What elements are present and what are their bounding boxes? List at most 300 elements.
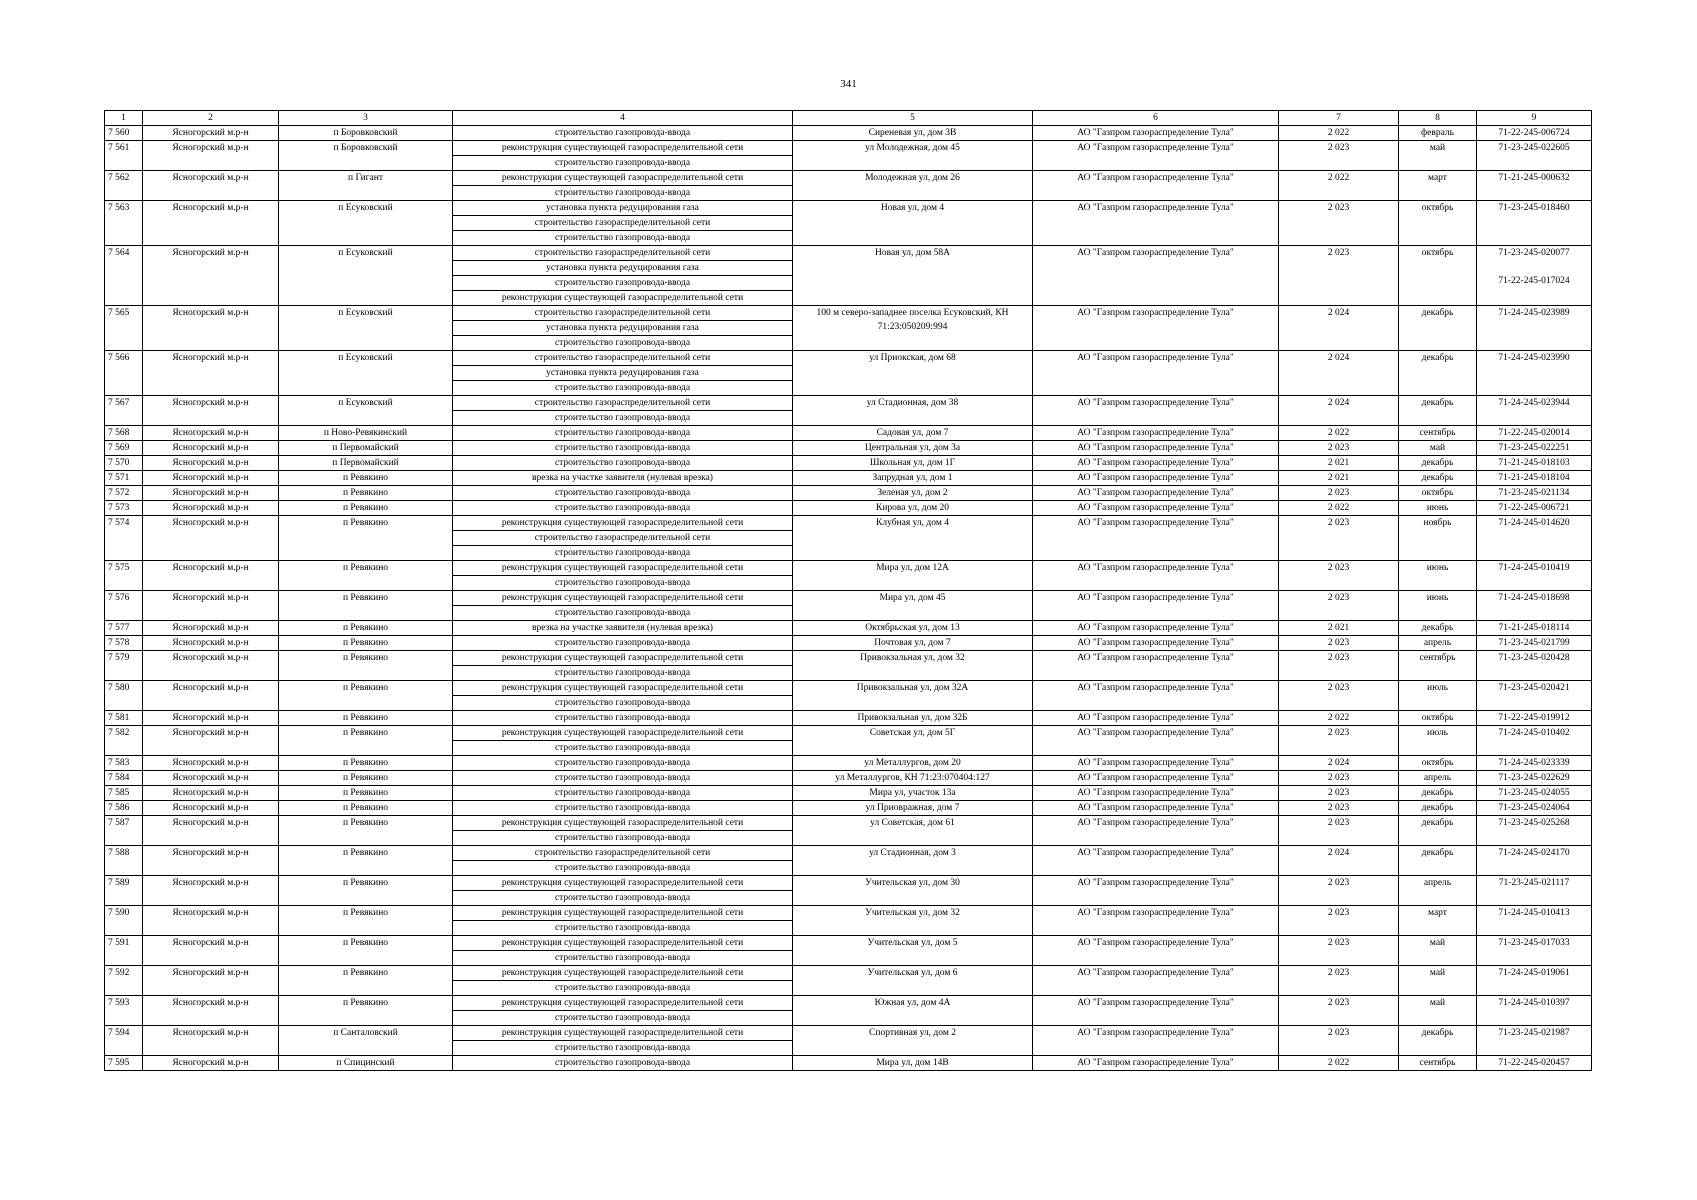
row-number: 7 588 — [105, 846, 143, 876]
organization-cell: АО "Газпром газораспределение Тула" — [1033, 906, 1279, 936]
work-item: строительство газопровода-ввода — [453, 665, 792, 680]
row-number: 7 572 — [105, 486, 143, 501]
month-cell: октябрь — [1399, 486, 1477, 501]
address-cell: Мира ул, участок 13а — [793, 786, 1033, 801]
works-cell — [453, 441, 793, 456]
district-cell: Ясногорский м.р-н — [143, 246, 279, 306]
table-row — [105, 846, 1592, 876]
address-cell: ул Молодежная, дом 45 — [793, 141, 1033, 171]
work-item: строительство газопровода-ввода — [554, 428, 691, 438]
year-cell: 2 023 — [1279, 441, 1399, 456]
address-cell: ул Металлургов, КН 71:23:070404:127 — [793, 771, 1033, 786]
work-item: строительство газораспределительной сети — [534, 308, 711, 318]
settlement-cell: п Ревякино — [279, 471, 453, 486]
code-cell — [1477, 471, 1592, 486]
organization-cell: АО "Газпром газораспределение Тула" — [1033, 621, 1279, 636]
works-cell — [453, 516, 793, 561]
work-item: строительство газопровода-ввода — [453, 920, 792, 935]
work-item: реконструкция существующей газораспределительной сети — [501, 173, 744, 183]
work-item: строительство газопровода-ввода — [453, 860, 792, 875]
code-cell — [1477, 651, 1592, 681]
month-cell: октябрь — [1399, 201, 1477, 246]
month-cell: май — [1399, 936, 1477, 966]
row-number: 7 578 — [105, 636, 143, 651]
address-cell: Спортивная ул, дом 2 — [793, 1026, 1033, 1056]
request-code: 71-23-245-021134 — [1498, 488, 1570, 498]
table-row — [105, 456, 1592, 471]
settlement-cell: п Есуковский — [279, 201, 453, 246]
works-cell — [453, 426, 793, 441]
code-cell — [1477, 426, 1592, 441]
work-item: установка пункта редуцирования газа — [453, 365, 792, 380]
work-item: строительство газопровода-ввода — [453, 950, 792, 965]
organization-cell: АО "Газпром газораспределение Тула" — [1033, 141, 1279, 171]
work-item: реконструкция существующей газораспределительной сети — [501, 563, 744, 573]
request-code: 71-24-245-023944 — [1498, 398, 1570, 408]
row-number: 7 566 — [105, 351, 143, 396]
request-code: 71-23-245-021987 — [1498, 1028, 1570, 1038]
year-cell: 2 024 — [1279, 396, 1399, 426]
organization-cell: АО "Газпром газораспределение Тула" — [1033, 846, 1279, 876]
work-item: строительство газопровода-ввода — [554, 488, 691, 498]
works-cell — [453, 711, 793, 726]
table-row — [105, 906, 1592, 936]
organization-cell: АО "Газпром газораспределение Тула" — [1033, 681, 1279, 711]
table-row — [105, 351, 1592, 396]
table-row — [105, 756, 1592, 771]
district-cell: Ясногорский м.р-н — [143, 306, 279, 351]
month-cell: декабрь — [1399, 801, 1477, 816]
request-code: 71-22-245-019912 — [1498, 713, 1570, 723]
works-cell — [453, 561, 793, 591]
district-cell: Ясногорский м.р-н — [143, 561, 279, 591]
gas-works-table — [104, 110, 1592, 1071]
work-item: строительство газопровода-ввода — [554, 1058, 691, 1068]
table-row — [105, 126, 1592, 141]
request-code: 71-24-245-019061 — [1498, 968, 1570, 978]
code-cell — [1477, 486, 1592, 501]
year-cell: 2 023 — [1279, 561, 1399, 591]
address-cell: Зеленая ул, дом 2 — [793, 486, 1033, 501]
code-cell — [1477, 1026, 1592, 1056]
year-cell: 2 021 — [1279, 621, 1399, 636]
address-cell: Садовая ул, дом 7 — [793, 426, 1033, 441]
row-number: 7 574 — [105, 516, 143, 561]
row-number: 7 569 — [105, 441, 143, 456]
district-cell: Ясногорский м.р-н — [143, 996, 279, 1026]
row-number: 7 562 — [105, 171, 143, 201]
request-code: 71-24-245-023990 — [1498, 353, 1570, 363]
table-row — [105, 516, 1592, 561]
works-cell — [453, 201, 793, 246]
month-cell: ноябрь — [1399, 516, 1477, 561]
address-cell: Мира ул, дом 14В — [793, 1056, 1033, 1071]
work-item: строительство газопровода-ввода — [554, 803, 691, 813]
work-item: строительство газопровода-ввода — [453, 155, 792, 170]
address-cell: ул Приокская, дом 68 — [793, 351, 1033, 396]
request-code: 71-23-245-022629 — [1498, 773, 1570, 783]
code-cell — [1477, 621, 1592, 636]
year-cell: 2 023 — [1279, 591, 1399, 621]
month-cell: март — [1399, 906, 1477, 936]
request-code: 71-23-245-021117 — [1498, 878, 1570, 888]
district-cell: Ясногорский м.р-н — [143, 396, 279, 426]
work-item: строительство газопровода-ввода — [453, 230, 792, 245]
address-cell: 100 м северо-западнее поселка Есуковский, КН 71:23:050209:994 — [793, 306, 1033, 351]
organization-cell: АО "Газпром газораспределение Тула" — [1033, 396, 1279, 426]
code-cell — [1477, 306, 1592, 351]
works-cell — [453, 681, 793, 711]
works-cell — [453, 801, 793, 816]
table-row — [105, 246, 1592, 306]
year-cell: 2 023 — [1279, 936, 1399, 966]
month-cell: декабрь — [1399, 396, 1477, 426]
work-item: строительство газораспределительной сети — [453, 530, 792, 545]
code-cell — [1477, 936, 1592, 966]
table-row — [105, 711, 1592, 726]
month-cell: декабрь — [1399, 786, 1477, 801]
address-cell: Школьная ул, дом 1Г — [793, 456, 1033, 471]
request-code: 71-24-245-010397 — [1498, 998, 1570, 1008]
address-cell: Почтовая ул, дом 7 — [793, 636, 1033, 651]
table-row — [105, 201, 1592, 246]
works-cell — [453, 351, 793, 396]
year-cell: 2 022 — [1279, 426, 1399, 441]
month-cell: декабрь — [1399, 846, 1477, 876]
code-cell — [1477, 516, 1592, 561]
request-code: 71-24-245-010402 — [1498, 728, 1570, 738]
organization-cell: АО "Газпром газораспределение Тула" — [1033, 711, 1279, 726]
code-cell — [1477, 816, 1592, 846]
month-cell: сентябрь — [1399, 426, 1477, 441]
work-item: реконструкция существующей газораспределительной сети — [501, 878, 744, 888]
settlement-cell: п Ревякино — [279, 966, 453, 996]
work-item: реконструкция существующей газораспределительной сети — [501, 593, 744, 603]
code-cell — [1477, 801, 1592, 816]
district-cell: Ясногорский м.р-н — [143, 681, 279, 711]
address-cell: Привокзальная ул, дом 32 — [793, 651, 1033, 681]
table-row — [105, 726, 1592, 756]
code-cell — [1477, 726, 1592, 756]
year-cell: 2 023 — [1279, 681, 1399, 711]
work-item: строительство газопровода-ввода — [554, 773, 691, 783]
district-cell: Ясногорский м.р-н — [143, 726, 279, 756]
work-item: реконструкция существующей газораспределительной сети — [501, 728, 744, 738]
month-cell: июнь — [1399, 561, 1477, 591]
works-cell — [453, 486, 793, 501]
address-cell: Кирова ул, дом 20 — [793, 501, 1033, 516]
work-item: строительство газопровода-ввода — [453, 830, 792, 845]
request-code: 71-24-245-023339 — [1498, 758, 1570, 768]
works-cell — [453, 786, 793, 801]
works-cell — [453, 171, 793, 201]
district-cell: Ясногорский м.р-н — [143, 636, 279, 651]
table-body — [105, 126, 1592, 1071]
district-cell: Ясногорский м.р-н — [143, 936, 279, 966]
row-number: 7 570 — [105, 456, 143, 471]
request-code: 71-24-245-023989 — [1498, 308, 1570, 318]
row-number: 7 568 — [105, 426, 143, 441]
request-code: 71-23-245-017033 — [1498, 938, 1570, 948]
code-cell — [1477, 786, 1592, 801]
settlement-cell: п Ревякино — [279, 786, 453, 801]
work-item: врезка на участке заявителя (нулевая врезка) — [532, 473, 713, 483]
month-cell: октябрь — [1399, 246, 1477, 306]
request-code: 71-24-245-010413 — [1498, 908, 1570, 918]
year-cell: 2 024 — [1279, 351, 1399, 396]
request-code: 71-23-245-020428 — [1498, 653, 1570, 663]
code-cell — [1477, 591, 1592, 621]
request-code: 71-22-245-020014 — [1498, 428, 1570, 438]
work-item: реконструкция существующей газораспределительной сети — [501, 938, 744, 948]
address-cell: Молодежная ул, дом 26 — [793, 171, 1033, 201]
month-cell: апрель — [1399, 876, 1477, 906]
address-cell: Южная ул, дом 4А — [793, 996, 1033, 1026]
code-cell — [1477, 636, 1592, 651]
district-cell: Ясногорский м.р-н — [143, 786, 279, 801]
month-cell: декабрь — [1399, 456, 1477, 471]
district-cell: Ясногорский м.р-н — [143, 771, 279, 786]
works-cell — [453, 621, 793, 636]
work-item: реконструкция существующей газораспределительной сети — [501, 968, 744, 978]
district-cell: Ясногорский м.р-н — [143, 966, 279, 996]
district-cell: Ясногорский м.р-н — [143, 516, 279, 561]
table-row — [105, 681, 1592, 711]
district-cell: Ясногорский м.р-н — [143, 591, 279, 621]
row-number: 7 587 — [105, 816, 143, 846]
code-cell — [1477, 756, 1592, 771]
works-cell — [453, 141, 793, 171]
row-number: 7 577 — [105, 621, 143, 636]
work-item: строительство газораспределительной сети — [534, 848, 711, 858]
work-item: строительство газопровода-ввода — [453, 890, 792, 905]
works-cell — [453, 966, 793, 996]
month-cell: май — [1399, 996, 1477, 1026]
organization-cell: АО "Газпром газораспределение Тула" — [1033, 816, 1279, 846]
request-code: 71-24-245-010419 — [1498, 563, 1570, 573]
district-cell: Ясногорский м.р-н — [143, 801, 279, 816]
month-cell: май — [1399, 966, 1477, 996]
row-number: 7 582 — [105, 726, 143, 756]
row-number: 7 586 — [105, 801, 143, 816]
address-cell: Учительская ул, дом 6 — [793, 966, 1033, 996]
table-row — [105, 876, 1592, 906]
settlement-cell: п Ревякино — [279, 906, 453, 936]
organization-cell: АО "Газпром газораспределение Тула" — [1033, 591, 1279, 621]
works-cell — [453, 126, 793, 141]
settlement-cell: п Ревякино — [279, 771, 453, 786]
work-item: строительство газопровода-ввода — [453, 410, 792, 425]
address-cell: Новая ул, дом 4 — [793, 201, 1033, 246]
table-row — [105, 561, 1592, 591]
district-cell: Ясногорский м.р-н — [143, 621, 279, 636]
code-cell — [1477, 441, 1592, 456]
address-cell: Учительская ул, дом 30 — [793, 876, 1033, 906]
district-cell: Ясногорский м.р-н — [143, 126, 279, 141]
work-item: строительство газопровода-ввода — [554, 443, 691, 453]
organization-cell: АО "Газпром газораспределение Тула" — [1033, 426, 1279, 441]
settlement-cell: п Ревякино — [279, 501, 453, 516]
row-number: 7 561 — [105, 141, 143, 171]
district-cell: Ясногорский м.р-н — [143, 441, 279, 456]
month-cell: октябрь — [1399, 711, 1477, 726]
organization-cell: АО "Газпром газораспределение Тула" — [1033, 561, 1279, 591]
table-row — [105, 936, 1592, 966]
table-row — [105, 396, 1592, 426]
work-item: строительство газопровода-ввода — [453, 545, 792, 560]
table-row — [105, 306, 1592, 351]
district-cell: Ясногорский м.р-н — [143, 351, 279, 396]
work-item: реконструкция существующей газораспределительной сети — [501, 1028, 744, 1038]
organization-cell: АО "Газпром газораспределение Тула" — [1033, 876, 1279, 906]
work-item: реконструкция существующей газораспределительной сети — [501, 818, 744, 828]
works-cell — [453, 396, 793, 426]
request-code — [1480, 260, 1588, 274]
settlement-cell: п Ревякино — [279, 936, 453, 966]
organization-cell: АО "Газпром газораспределение Тула" — [1033, 126, 1279, 141]
works-cell — [453, 636, 793, 651]
work-item: строительство газораспределительной сети — [453, 215, 792, 230]
organization-cell: АО "Газпром газораспределение Тула" — [1033, 471, 1279, 486]
address-cell: Советская ул, дом 5Г — [793, 726, 1033, 756]
table-row — [105, 651, 1592, 681]
month-cell: сентябрь — [1399, 1056, 1477, 1071]
work-item: строительство газораспределительной сети — [534, 353, 711, 363]
settlement-cell: п Ревякино — [279, 876, 453, 906]
works-cell — [453, 306, 793, 351]
work-item: строительство газопровода-ввода — [554, 788, 691, 798]
work-item: строительство газораспределительной сети — [534, 398, 711, 408]
row-number: 7 580 — [105, 681, 143, 711]
row-number: 7 564 — [105, 246, 143, 306]
month-cell: декабрь — [1399, 816, 1477, 846]
code-cell — [1477, 876, 1592, 906]
column-header: 8 — [1399, 111, 1477, 126]
table-row — [105, 501, 1592, 516]
request-code: 71-21-245-018103 — [1498, 458, 1570, 468]
request-code: 71-22-245-017024 — [1498, 276, 1570, 286]
settlement-cell: п Ревякино — [279, 621, 453, 636]
address-cell: ул Стадионная, дом 3 — [793, 846, 1033, 876]
year-cell: 2 022 — [1279, 1056, 1399, 1071]
year-cell: 2 023 — [1279, 1026, 1399, 1056]
code-cell — [1477, 126, 1592, 141]
request-code: 71-24-245-024170 — [1498, 848, 1570, 858]
settlement-cell: п Ревякино — [279, 846, 453, 876]
address-cell: ул Советская, дом 61 — [793, 816, 1033, 846]
row-number: 7 590 — [105, 906, 143, 936]
page-number: 341 — [840, 78, 857, 90]
table-row — [105, 171, 1592, 201]
settlement-cell: п Есуковский — [279, 351, 453, 396]
request-code: 71-22-245-006721 — [1498, 503, 1570, 513]
settlement-cell: п Первомайский — [279, 441, 453, 456]
month-cell: май — [1399, 141, 1477, 171]
table-row — [105, 636, 1592, 651]
column-header: 4 — [453, 111, 793, 126]
request-code: 71-21-245-018114 — [1498, 623, 1570, 633]
organization-cell: АО "Газпром газораспределение Тула" — [1033, 171, 1279, 201]
works-cell — [453, 246, 793, 306]
organization-cell: АО "Газпром газораспределение Тула" — [1033, 441, 1279, 456]
settlement-cell: п Есуковский — [279, 246, 453, 306]
request-code: 71-21-245-018104 — [1498, 473, 1570, 483]
table-row — [105, 966, 1592, 996]
table-row — [105, 801, 1592, 816]
district-cell: Ясногорский м.р-н — [143, 201, 279, 246]
year-cell: 2 024 — [1279, 846, 1399, 876]
address-cell: Мира ул, дом 12А — [793, 561, 1033, 591]
organization-cell: АО "Газпром газораспределение Тула" — [1033, 486, 1279, 501]
year-cell: 2 023 — [1279, 141, 1399, 171]
work-item: строительство газораспределительной сети — [534, 248, 711, 258]
settlement-cell: п Ревякино — [279, 726, 453, 756]
district-cell: Ясногорский м.р-н — [143, 876, 279, 906]
district-cell: Ясногорский м.р-н — [143, 906, 279, 936]
district-cell: Ясногорский м.р-н — [143, 1056, 279, 1071]
settlement-cell: п Спицинский — [279, 1056, 453, 1071]
organization-cell: АО "Газпром газораспределение Тула" — [1033, 246, 1279, 306]
code-cell — [1477, 501, 1592, 516]
column-header: 6 — [1033, 111, 1279, 126]
row-number: 7 573 — [105, 501, 143, 516]
table-row — [105, 1056, 1592, 1071]
code-cell — [1477, 246, 1592, 306]
year-cell: 2 023 — [1279, 201, 1399, 246]
table-row — [105, 771, 1592, 786]
district-cell: Ясногорский м.р-н — [143, 1026, 279, 1056]
organization-cell: АО "Газпром газораспределение Тула" — [1033, 1056, 1279, 1071]
works-cell — [453, 726, 793, 756]
table-row — [105, 591, 1592, 621]
address-cell: Учительская ул, дом 32 — [793, 906, 1033, 936]
organization-cell: АО "Газпром газораспределение Тула" — [1033, 996, 1279, 1026]
organization-cell: АО "Газпром газораспределение Тула" — [1033, 966, 1279, 996]
request-code: 71-23-245-025268 — [1498, 818, 1570, 828]
year-cell: 2 023 — [1279, 726, 1399, 756]
column-header: 5 — [793, 111, 1033, 126]
request-code: 71-23-245-024055 — [1498, 788, 1570, 798]
district-cell: Ясногорский м.р-н — [143, 816, 279, 846]
month-cell: июнь — [1399, 591, 1477, 621]
month-cell: март — [1399, 171, 1477, 201]
work-item: строительство газопровода-ввода — [453, 740, 792, 755]
work-item: строительство газопровода-ввода — [554, 503, 691, 513]
year-cell: 2 023 — [1279, 651, 1399, 681]
year-cell: 2 023 — [1279, 876, 1399, 906]
address-cell: ул Приовражная, дом 7 — [793, 801, 1033, 816]
settlement-cell: п Боровковский — [279, 141, 453, 171]
row-number: 7 575 — [105, 561, 143, 591]
works-cell — [453, 1056, 793, 1071]
work-item: строительство газопровода-ввода — [453, 185, 792, 200]
year-cell: 2 023 — [1279, 966, 1399, 996]
district-cell: Ясногорский м.р-н — [143, 756, 279, 771]
year-cell: 2 023 — [1279, 516, 1399, 561]
table-row — [105, 441, 1592, 456]
month-cell: сентябрь — [1399, 651, 1477, 681]
table-row — [105, 786, 1592, 801]
address-cell: Учительская ул, дом 5 — [793, 936, 1033, 966]
row-number: 7 591 — [105, 936, 143, 966]
settlement-cell: п Ревякино — [279, 651, 453, 681]
row-number: 7 584 — [105, 771, 143, 786]
settlement-cell: п Ново-Ревякинский — [279, 426, 453, 441]
year-cell: 2 023 — [1279, 246, 1399, 306]
work-item: реконструкция существующей газораспределительной сети — [501, 143, 744, 153]
month-cell: декабрь — [1399, 351, 1477, 396]
district-cell: Ясногорский м.р-н — [143, 711, 279, 726]
